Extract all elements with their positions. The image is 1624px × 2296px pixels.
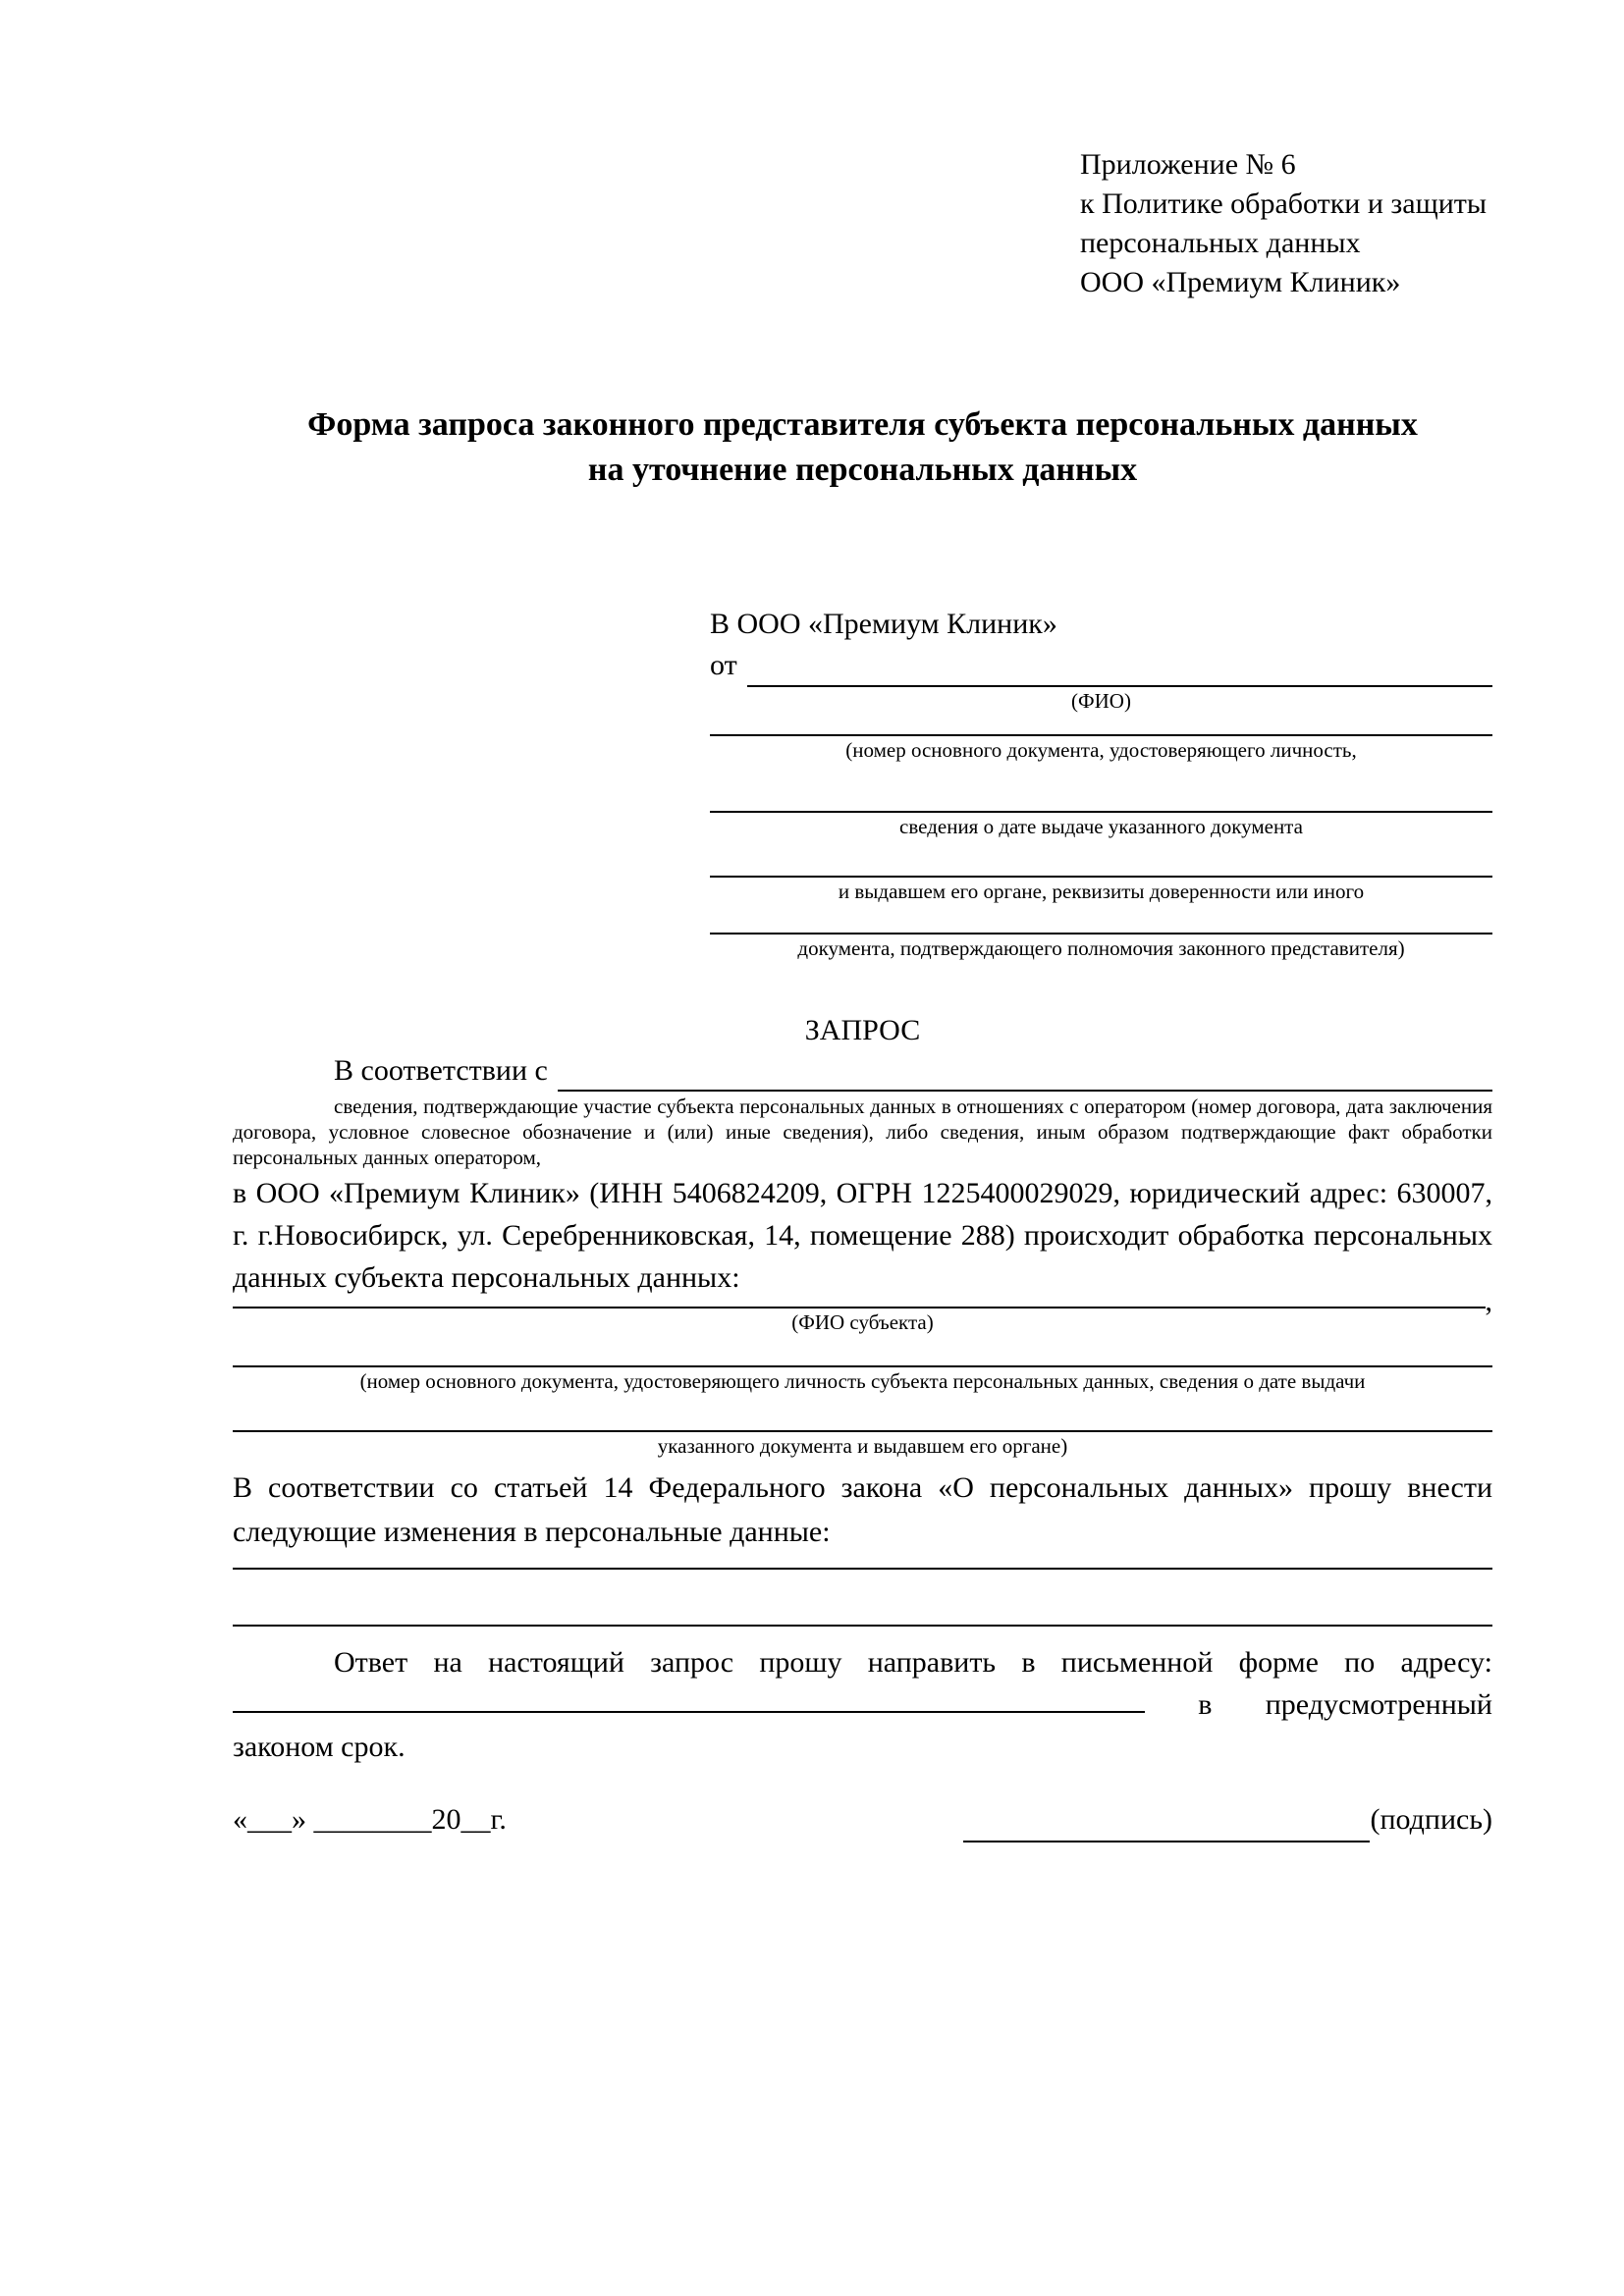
answer-paragraph-line-2 bbox=[233, 1685, 1492, 1725]
document-title-line-1: Форма запроса законного представителя субъекта персональных данных bbox=[307, 406, 1418, 443]
answer-paragraph-line-1: Ответ на настоящий запрос прошу направить в письменной форме по адресу: bbox=[334, 1646, 1492, 1679]
blank-line-subject-doc bbox=[233, 1336, 1492, 1367]
appendix-header-line-4: ООО «Премиум Клиник» bbox=[1080, 266, 1401, 298]
from-row bbox=[710, 644, 1492, 687]
law-paragraph: В соответствии со статьей 14 Федерального закона «О персональных данных» прошу внести следующие изменения в персональные данные: bbox=[233, 1471, 1492, 1548]
caption-fio: (ФИО) bbox=[1071, 689, 1131, 713]
request-intro-footnote: сведения, подтверждающие участие субъекта персональных данных в отношениях с оператором (номер договора, дата заключения договора, условное словесное обозначение и (или) иные сведения), либо сведения, иным образом подтверждающие факт обработки персональных данных оператором, bbox=[233, 1095, 1492, 1169]
blank-line-issuing-authority bbox=[710, 840, 1492, 878]
appendix-header-line-3: персональных данных bbox=[1080, 227, 1361, 259]
document-title-line-2: на уточнение персональных данных bbox=[587, 452, 1138, 488]
caption-authority-document: документа, подтверждающего полномочия законного представителя) bbox=[797, 936, 1405, 960]
document-title bbox=[233, 402, 1492, 493]
appendix-header bbox=[1080, 0, 1492, 302]
changes-blank-line-1 bbox=[233, 1554, 1492, 1570]
signature-caption: (подпись) bbox=[1370, 1803, 1492, 1836]
address-blank-line bbox=[233, 1685, 1145, 1713]
appendix-header-line-1: Приложение № 6 bbox=[1080, 148, 1296, 181]
request-intro-blank-line bbox=[558, 1050, 1492, 1092]
addressee-block bbox=[710, 605, 1492, 962]
answer-paragraph-line-3: законом срок. bbox=[233, 1731, 406, 1763]
caption-subject-doc-2: указанного документа и выдавшем его органе) bbox=[657, 1434, 1068, 1458]
request-heading: ЗАПРОС bbox=[804, 1014, 921, 1046]
subject-fio-blank-row bbox=[233, 1285, 1492, 1317]
caption-doc-number: (номер основного документа, удостоверяющего личность, bbox=[845, 738, 1357, 762]
from-label: от bbox=[710, 649, 737, 681]
caption-subject-fio: (ФИО субъекта) bbox=[791, 1310, 934, 1334]
request-intro-prefix: В соответствии с bbox=[334, 1054, 548, 1087]
caption-issuing-authority: и выдавшем его органе, реквизиты доверенности или иного bbox=[838, 880, 1365, 903]
caption-issue-date: сведения о дате выдаче указанного документа bbox=[899, 815, 1303, 838]
blank-line-doc-number bbox=[710, 715, 1492, 736]
caption-subject-doc-1: (номер основного документа, удостоверяющего личность субъекта персональных данных, сведения о дате выдачи bbox=[359, 1369, 1366, 1393]
answer-word-predusmotrenny: предусмотренный bbox=[1265, 1688, 1492, 1721]
answer-word-v: в bbox=[1198, 1688, 1213, 1721]
signature-blank-line bbox=[963, 1807, 1370, 1842]
blank-line-issue-date bbox=[710, 764, 1492, 813]
signature-block bbox=[963, 1797, 1492, 1842]
subject-fio-blank-line bbox=[233, 1299, 1486, 1308]
date-line: «___» ________20__г. bbox=[233, 1803, 507, 1836]
operator-paragraph: в ООО «Премиум Клиник» (ИНН 5406824209, ОГРН 1225400029029, юридический адрес: 630007, г. г.Новосибирск, ул. Серебренниковская, 14, помещение 288) происходит обработка персональных данных субъекта персональных данных: bbox=[233, 1177, 1492, 1294]
changes-blank-line-2 bbox=[233, 1570, 1492, 1627]
blank-line-authority-document bbox=[710, 905, 1492, 934]
footer-row bbox=[233, 1797, 1492, 1842]
document-content bbox=[233, 0, 1492, 1842]
addressee-organization: В ООО «Премиум Клиник» bbox=[710, 608, 1057, 640]
request-intro-row bbox=[233, 1050, 1492, 1092]
subject-line-comma: , bbox=[1485, 1285, 1492, 1317]
appendix-header-line-2: к Политике обработки и защиты bbox=[1080, 187, 1488, 220]
blank-line-subject-doc-2 bbox=[233, 1395, 1492, 1432]
from-blank-line bbox=[747, 644, 1492, 687]
